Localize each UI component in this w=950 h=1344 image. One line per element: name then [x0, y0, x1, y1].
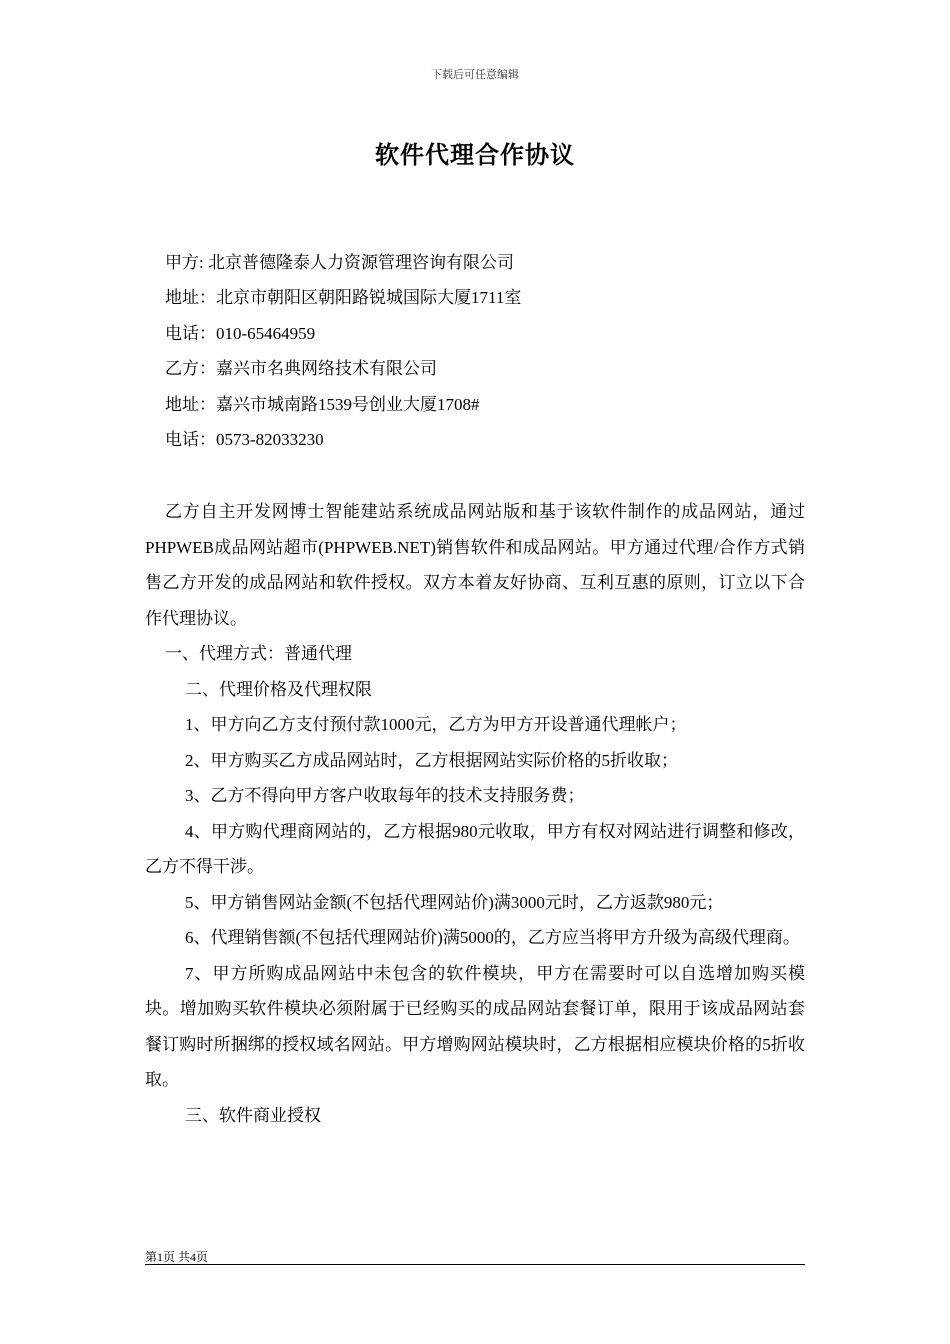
clause-6: 6、代理销售额(不包括代理网站价)满5000的，乙方应当将甲方升级为高级代理商。	[185, 928, 800, 947]
party-a-name: 甲方: 北京普德隆泰人力资源管理咨询有限公司	[165, 253, 514, 272]
party-b-name: 乙方：嘉兴市名典网络技术有限公司	[165, 359, 437, 378]
clause-3: 3、乙方不得向甲方客户收取每年的技术支持服务费；	[185, 786, 585, 805]
section-heading-1: 一、代理方式：普通代理	[165, 644, 352, 663]
document-title: 软件代理合作协议	[375, 143, 575, 169]
page-number: 第1页 共4页	[145, 1250, 209, 1264]
clause-2: 2、甲方购买乙方成品网站时，乙方根据网站实际价格的5折收取；	[185, 750, 678, 770]
clause-4: 4、甲方购代理商网站的，乙方根据980元收取，甲方有权对网站进行调整和修改，乙方不得干涉。	[145, 821, 805, 876]
party-a-phone: 电话：010-65464959	[165, 324, 316, 343]
agreement-body	[145, 494, 805, 1133]
intro-paragraph: 乙方自主开发网博士智能建站系统成品网站版和基于该软件制作的成品网站，通过PHPWEB成品网站超市(PHPWEB.NET)销售软件和成品网站。甲方通过代理/合作方式销售乙方开发的成品网站和软件授权。双方本着友好协商、互利互惠的原则，订立以下合作代理协议。	[145, 502, 805, 628]
page-header: 下载后可任意编辑	[431, 69, 519, 81]
footer-divider	[145, 1264, 805, 1265]
clause-5: 5、甲方销售网站金额(不包括代理网站价)满3000元时，乙方返款980元；	[185, 892, 724, 912]
clause-1: 1、甲方向乙方支付预付款1000元，乙方为甲方开设普通代理帐户；	[185, 715, 687, 734]
party-b-phone: 电话：0573-82033230	[165, 430, 324, 449]
section-heading-2: 二、代理价格及代理权限	[185, 679, 372, 699]
section-heading-3: 三、软件商业授权	[185, 1105, 321, 1125]
party-b-address: 地址：嘉兴市城南路1539号创业大厦1708#	[165, 395, 480, 414]
party-a-address: 地址：北京市朝阳区朝阳路锐城国际大厦1711室	[165, 288, 522, 307]
clause-7: 7、甲方所购成品网站中未包含的软件模块，甲方在需要时可以自选增加购买模块。增加购买软件模块必须附属于已经购买的成品网站套餐订单，限用于该成品网站套餐订购时所捆绑的授权域名网站。甲方增购网站模块时，乙方根据相应模块价格的5折收取。	[145, 963, 805, 1089]
